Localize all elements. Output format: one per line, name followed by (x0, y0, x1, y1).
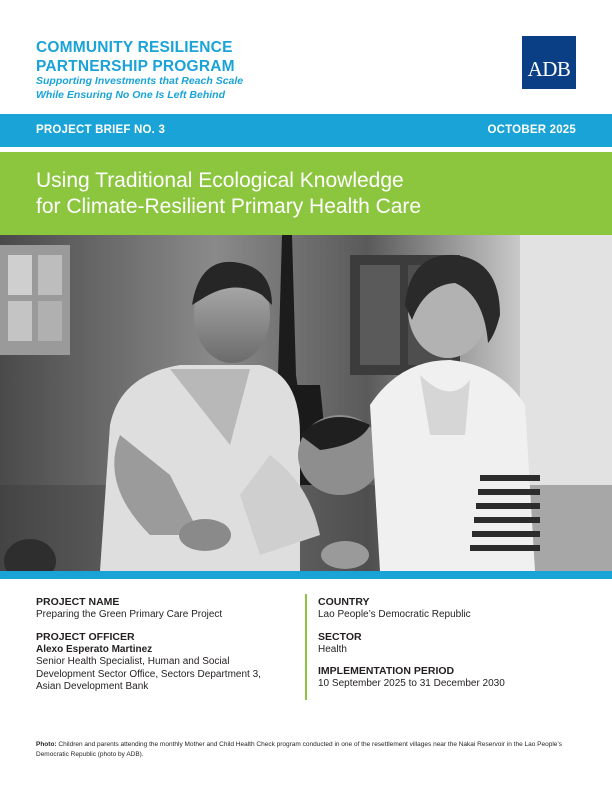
photo-caption-text: Children and parents attending the monthly Mother and Child Health Check program conducted in one of the resettlement villages near the Nakai Reservoir in the Lao People’s Democratic Republic (photo by ADB). (36, 741, 562, 758)
project-officer-role-line3: Asian Development Bank (36, 681, 149, 692)
brief-band (0, 114, 612, 147)
sector-block (318, 631, 578, 657)
project-brief-number: PROJECT BRIEF NO. 3 (36, 124, 166, 136)
adb-logo (522, 36, 576, 89)
project-info-right (318, 596, 578, 700)
program-subtitle (36, 74, 336, 102)
project-name-value: Preparing the Green Primary Care Project (36, 609, 223, 620)
program-subtitle-line1: Supporting Investments that Reach Scale (36, 75, 244, 87)
country-value: Lao People’s Democratic Republic (318, 609, 471, 620)
page-title-line1: Using Traditional Ecological Knowledge (36, 169, 404, 192)
program-subtitle-line2: While Ensuring No One Is Left Behind (36, 89, 226, 101)
program-title-line1: COMMUNITY RESILIENCE (36, 39, 233, 56)
project-brief-date: OCTOBER 2025 (487, 124, 576, 136)
header (0, 0, 612, 114)
project-officer-name: Alexo Esperato Martinez (36, 643, 153, 655)
cover-photo-illustration (0, 235, 612, 571)
project-officer-role-line2: Development Sector Office, Sectors Department 3, (36, 668, 261, 680)
program-title (36, 38, 336, 76)
sector-label: SECTOR (318, 630, 362, 643)
blue-rule (0, 571, 612, 579)
page-title (36, 168, 556, 220)
implementation-period-label: IMPLEMENTATION PERIOD (318, 665, 455, 677)
cover-photo (0, 235, 612, 571)
project-info-left (36, 596, 298, 703)
project-officer-label: PROJECT OFFICER (36, 630, 135, 643)
project-name-label: PROJECT NAME (36, 596, 120, 608)
photo-caption (36, 740, 576, 759)
adb-logo-text: ADB (527, 57, 571, 81)
page-title-line2: for Climate-Resilient Primary Health Care (36, 195, 422, 218)
implementation-period-block (318, 665, 578, 691)
country-block (318, 596, 578, 622)
project-name-block (36, 596, 298, 622)
sector-value: Health (318, 643, 347, 655)
title-band (0, 152, 612, 235)
country-label: COUNTRY (318, 596, 370, 608)
photo-caption-prefix: Photo: (36, 741, 57, 748)
project-officer-role-line1: Senior Health Specialist, Human and Social (36, 656, 230, 667)
project-officer-block (36, 631, 298, 694)
program-title-line2: PARTNERSHIP PROGRAM (36, 58, 235, 75)
column-divider (305, 594, 307, 700)
implementation-period-value: 10 September 2025 to 31 December 2030 (318, 678, 505, 689)
